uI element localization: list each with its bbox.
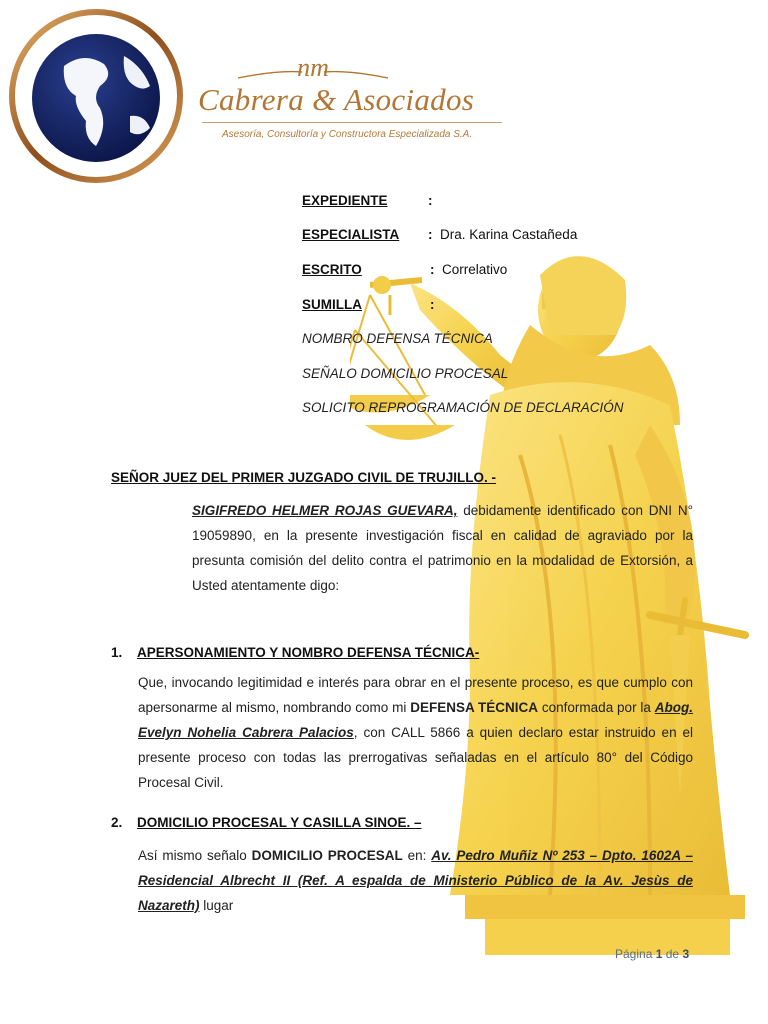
sumilla-item: SEÑALO DOMICILIO PROCESAL	[302, 366, 509, 381]
intro-text: debidamente identificado con DNI N° 19059890, en la presente investigación fiscal en calidad de agraviado por la presunta comisión del delito contra el patrimonio en la modalidad de Extorsión, a Usted atentamente digo:	[192, 503, 694, 593]
para-text: Así mismo señalo	[138, 848, 252, 863]
field-colon: :	[430, 262, 435, 277]
section-number: 2.	[111, 815, 123, 830]
sumilla-item: NOMBRO DEFENSA TÉCNICA	[302, 331, 493, 346]
field-value: Dra. Karina Castañeda	[440, 227, 578, 242]
logo-divider	[202, 122, 502, 123]
section-title: APERSONAMIENTO Y NOMBRO DEFENSA TÉCNICA-	[137, 645, 480, 660]
section-title: DOMICILIO PROCESAL Y CASILLA SINOE. –	[137, 815, 422, 830]
section-number: 1.	[111, 645, 123, 660]
field-colon: :	[428, 227, 433, 242]
field-colon: :	[428, 193, 433, 208]
para-text: Que, invocando legitimidad e interés para obrar en el presente proceso, es que cumplo con apersonarme al mismo, nombrando como mi	[138, 675, 693, 715]
field-label: SUMILLA	[302, 297, 362, 312]
firm-tagline: Asesoría, Consultoría y Constructora Especializada S.A.	[222, 129, 473, 140]
firm-name: Cabrera & Asociados	[198, 82, 475, 117]
globe-logo	[4, 6, 184, 186]
para-text: , con CALL 5866 a quien declaro estar instruido en el presente proceso con todas las prerrogativas señaladas en el artículo 80° del Código Procesal Civil.	[138, 725, 693, 790]
sumilla-item: SOLICITO REPROGRAMACIÓN DE DECLARACIÓN	[302, 400, 624, 415]
para-text: en:	[402, 848, 432, 863]
field-colon: :	[430, 297, 435, 312]
monogram-logo	[238, 52, 388, 86]
domicilio-bold: DOMICILIO PROCESAL	[251, 848, 403, 863]
section-1-paragraph	[138, 670, 693, 795]
defensa-tecnica-bold: DEFENSA TÉCNICA	[410, 700, 539, 715]
intro-paragraph	[192, 498, 693, 598]
field-label: EXPEDIENTE	[302, 193, 388, 208]
page-total: 3	[682, 947, 690, 961]
lawyer-name: Abog. Evelyn Nohelia Cabrera Palacios	[138, 700, 694, 740]
field-label: ESCRITO	[302, 262, 362, 277]
field-label: ESPECIALISTA	[302, 227, 400, 242]
petitioner-name: SIGIFREDO HELMER ROJAS GUEVARA,	[192, 503, 458, 518]
section-2-paragraph	[138, 843, 693, 918]
monogram-text: nm	[297, 53, 329, 82]
of-word: de	[665, 947, 680, 961]
page-current: 1	[655, 947, 663, 961]
addressee-heading: SEÑOR JUEZ DEL PRIMER JUZGADO CIVIL DE TRUJILLO. -	[111, 470, 497, 485]
page-number-footer	[615, 947, 689, 961]
page-word: Página	[615, 947, 653, 961]
para-text: lugar	[199, 898, 234, 913]
address-text: Av. Pedro Muñiz Nº 253 – Dpto. 1602A – Residencial Albrecht II (Ref. A espalda de Ministerio Público de la Av. Jesùs de Nazareth)	[138, 848, 693, 913]
para-text: conformada por la	[538, 700, 655, 715]
field-value: Correlativo	[442, 262, 508, 277]
